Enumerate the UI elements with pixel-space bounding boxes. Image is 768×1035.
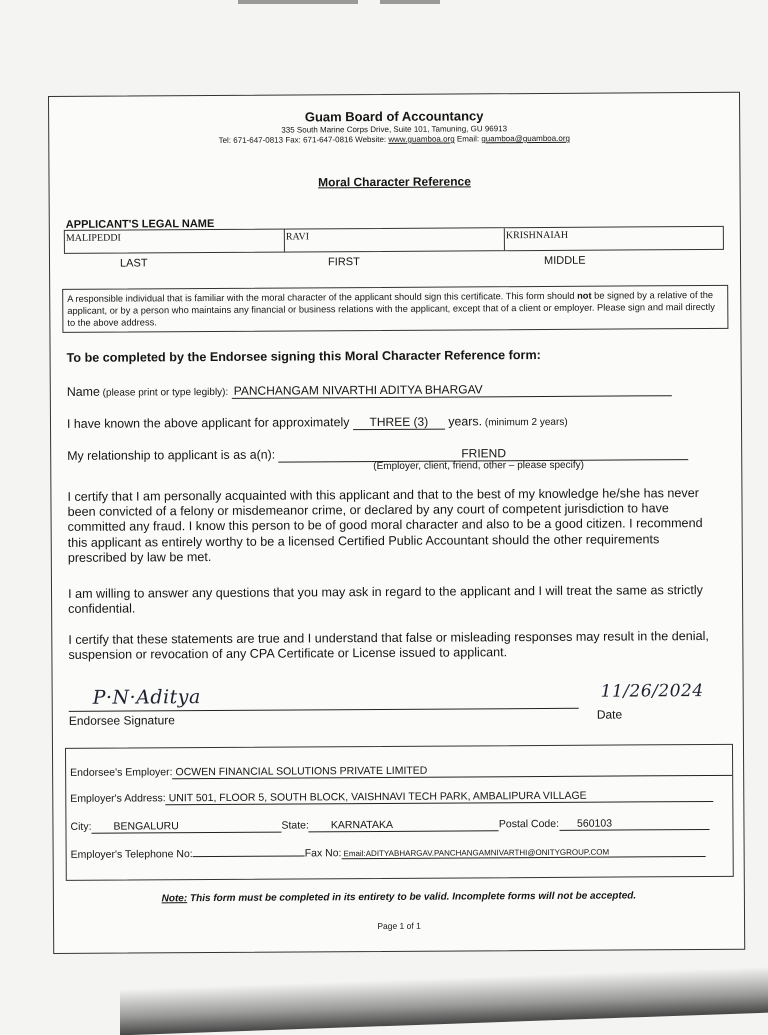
date-caption: Date bbox=[597, 708, 622, 722]
known-duration-field[interactable] bbox=[353, 415, 445, 431]
website-link[interactable]: www.guamboa.org bbox=[388, 135, 454, 144]
state-value: KARNATAKA bbox=[331, 819, 393, 831]
first-caption: FIRST bbox=[328, 256, 360, 268]
last-name-value: MALIPEDDI bbox=[66, 233, 121, 244]
known-duration-label: I have known the above applicant for approximately bbox=[67, 415, 349, 431]
first-name-value: RAVI bbox=[286, 231, 309, 242]
truthfulness-paragraph: I certify that these statements are true and I understand that false or misleading responses may result in the denial, suspension or revocation of any CPA Certificate or License issued to applicant. bbox=[68, 629, 718, 663]
endorsee-name-hint: (please print or type legibly): bbox=[100, 387, 228, 399]
completion-note bbox=[54, 890, 744, 905]
certification-paragraph: I certify that I am personally acquainted with this applicant and that to the best of my knowledge he/she has never been convicted of a felony or misdemeanor crime, or declared by any court of competent jurisdiction to have committed any fraud. I know this person to be of good moral character and also to be a good citizen. I recommend this applicant as entirely worthy to be a licensed Certified Public Accountant should the other requirements prescribed by law be met. bbox=[67, 486, 717, 566]
employer-address-value: UNIT 501, FLOOR 5, SOUTH BLOCK, VAISHNAVI TECH PARK, AMBALIPURA VILLAGE bbox=[169, 790, 587, 805]
scan-edge-mark bbox=[380, 0, 440, 4]
city-state-postal-row bbox=[70, 817, 709, 834]
board-address: 335 South Marine Corps Drive, Suite 101, Tamuning, GU 96913 bbox=[49, 123, 739, 136]
postal-label: Postal Code: bbox=[499, 818, 559, 830]
page-number: Page 1 of 1 bbox=[54, 919, 744, 933]
telephone-fax-email-row bbox=[71, 845, 706, 861]
telephone-label: Employer's Telephone No: bbox=[71, 848, 193, 861]
middle-caption: MIDDLE bbox=[544, 255, 586, 267]
state-field[interactable] bbox=[309, 818, 499, 832]
known-duration-row bbox=[67, 414, 568, 432]
employer-row bbox=[70, 763, 732, 780]
scan-shadow bbox=[120, 967, 768, 1035]
endorsee-name-row bbox=[67, 381, 672, 400]
email-link[interactable]: guamboa@guamboa.org bbox=[481, 134, 570, 144]
applicant-name-label: APPLICANT'S LEGAL NAME bbox=[66, 218, 215, 231]
endorsee-signature: P·N·Aditya bbox=[93, 686, 201, 709]
relationship-hint: (Employer, client, friend, other – please specify) bbox=[373, 460, 584, 472]
board-tel: Tel: 671-647-0813 bbox=[219, 136, 284, 145]
employer-address-row bbox=[70, 789, 713, 806]
employer-field[interactable] bbox=[172, 763, 732, 779]
email-label: Email: bbox=[343, 849, 365, 858]
signature-date: 11/26/2024 bbox=[601, 681, 704, 702]
postal-value: 560103 bbox=[577, 818, 612, 830]
first-name-field[interactable] bbox=[285, 228, 505, 251]
scan-edge-mark bbox=[238, 0, 358, 4]
telephone-field[interactable] bbox=[193, 855, 305, 857]
postal-field[interactable] bbox=[559, 817, 709, 831]
employer-address-label: Employer's Address: bbox=[70, 792, 165, 805]
endorsee-heading: To be completed by the Endorsee signing this Moral Character Reference form: bbox=[67, 348, 541, 365]
state-label: State: bbox=[281, 819, 309, 831]
endorsee-name-field[interactable] bbox=[232, 381, 672, 399]
email-label: Email: bbox=[457, 134, 479, 143]
relationship-label: My relationship to applicant is as a(n): bbox=[67, 448, 275, 463]
form-title: Moral Character Reference bbox=[49, 173, 739, 191]
board-title: Guam Board of Accountancy bbox=[49, 107, 739, 126]
form-page bbox=[48, 92, 745, 954]
relationship-value: FRIEND bbox=[461, 446, 506, 460]
email-value: ADITYABHARGAV.PANCHANGAMNIVARTHI@ONITYGROUP.COM bbox=[366, 848, 609, 858]
note-label: Note: bbox=[162, 893, 188, 904]
employer-value: OCWEN FINANCIAL SOLUTIONS PRIVATE LIMITED bbox=[175, 765, 427, 779]
applicant-name-box bbox=[64, 226, 724, 254]
employer-section bbox=[65, 744, 734, 881]
last-caption: LAST bbox=[120, 257, 148, 269]
fax-email-field[interactable] bbox=[341, 847, 705, 859]
city-field[interactable] bbox=[91, 820, 281, 834]
confidentiality-paragraph: I am willing to answer any questions that you may ask in regard to the applicant and I will treat the same as strictly confidential. bbox=[68, 583, 718, 617]
notice-text-part2: be signed by a relative of the applicant, or by a person who maintains any financial or business relations with the applicant, except that of a client or employer. Please sign and mail directly to the above address. bbox=[67, 290, 715, 328]
board-fax: Fax: 671-647-0816 bbox=[285, 135, 353, 144]
notice-text-part1: A responsible individual that is familiar with the moral character of the applicant should sign this certificate. This form should bbox=[67, 291, 577, 304]
endorsee-name-value: PANCHANGAM NIVARTHI ADITYA BHARGAV bbox=[234, 382, 483, 398]
years-label: years. bbox=[448, 414, 482, 428]
city-value: BENGALURU bbox=[113, 820, 178, 832]
employer-address-field[interactable] bbox=[166, 789, 714, 805]
website-label: Website: bbox=[355, 135, 386, 144]
notice-box bbox=[62, 285, 728, 333]
middle-name-value: KRISHNAIAH bbox=[506, 230, 568, 241]
years-hint: (minimum 2 years) bbox=[482, 417, 568, 429]
endorsee-name-label: Name bbox=[67, 385, 100, 399]
signature-caption: Endorsee Signature bbox=[69, 713, 175, 728]
last-name-field[interactable] bbox=[65, 230, 285, 253]
notice-text-bold: not bbox=[577, 291, 592, 301]
known-duration-value: THREE (3) bbox=[369, 415, 428, 429]
employer-label: Endorsee's Employer: bbox=[70, 766, 172, 779]
note-text: This form must be completed in its entirety to be valid. Incomplete forms will not be accepted. bbox=[187, 890, 636, 904]
city-label: City: bbox=[70, 821, 91, 833]
middle-name-field[interactable] bbox=[505, 227, 723, 250]
fax-label: Fax No: bbox=[305, 847, 342, 859]
